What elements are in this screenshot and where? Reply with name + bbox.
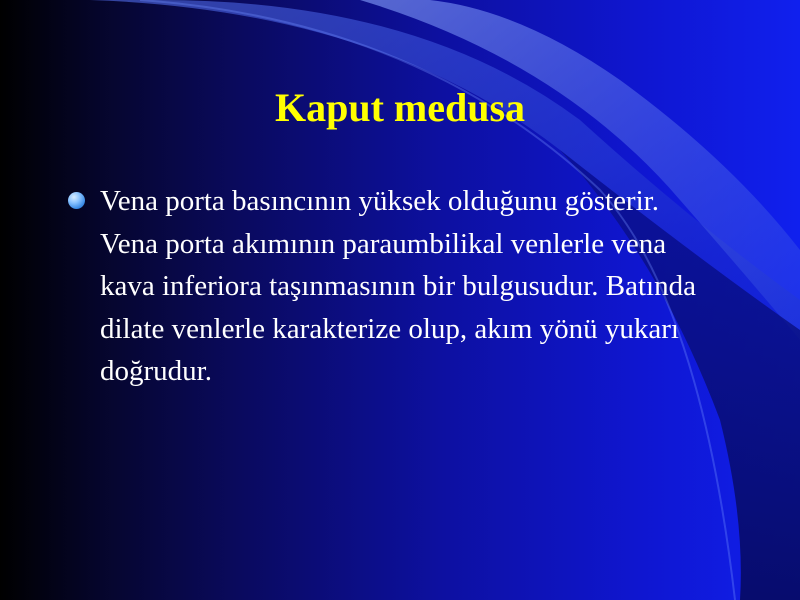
bullet-text: Vena porta basıncının yüksek olduğunu gösterir. Vena porta akımının paraumbilikal venlerle vena kava inferiora taşınmasının bir bulgusudur. Batında dilate venlerle karakterize olup, akım yönü yukarı doğrudur. [100, 185, 696, 387]
bullet-dot-icon [68, 192, 85, 209]
slide-title: Kaput medusa [274, 85, 526, 130]
bullet-item [66, 180, 706, 393]
bullet-list [66, 180, 706, 393]
